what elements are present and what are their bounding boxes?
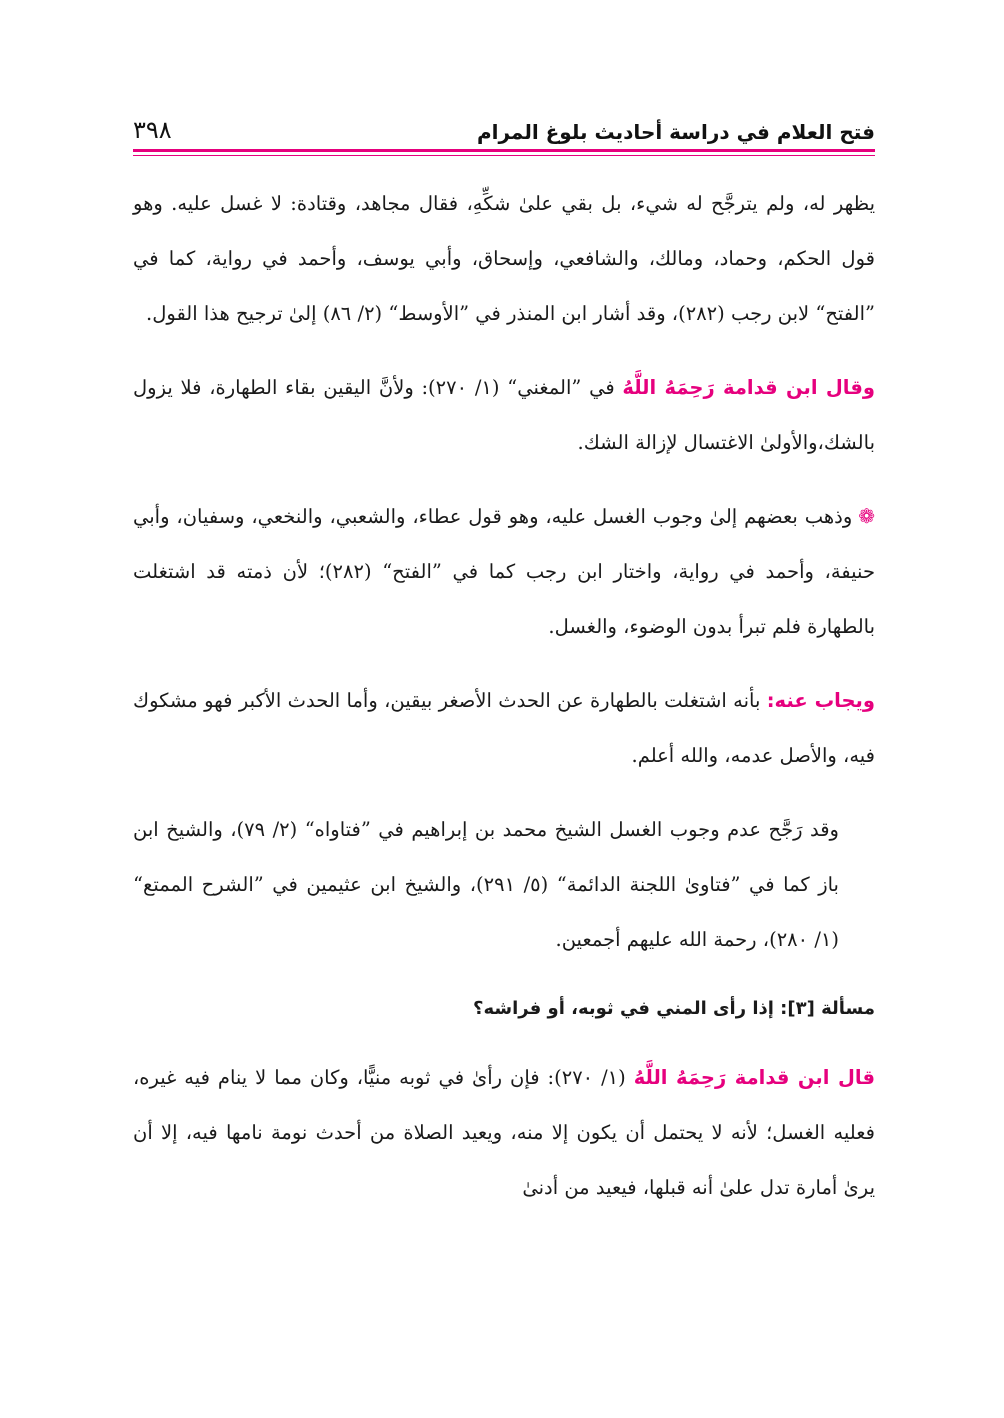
- header-rule-thick: [133, 149, 875, 152]
- paragraph-text: وذهب بعضهم إلىٰ وجوب الغسل عليه، وهو قول عطاء، والشعبي، والنخعي، وسفيان، وأبي حنيفة، وأحمد في رواية، واختار ابن رجب كما في ”الفتح“ (٢٨٢)؛ لأن ذمته قد اشتغلت بالطهارة فلم تبرأ بدون الوضوء، والغسل.: [133, 505, 875, 638]
- paragraph-text: وقد رَجَّح عدم وجوب الغسل الشيخ محمد بن إبراهيم في ”فتاواه“ (٢/ ٧٩)، والشيخ ابن باز كما في ”فتاوىٰ اللجنة الدائمة“ (٥/ ٢٩١)، والشيخ ابن عثيمين في ”الشرح الممتع“ (١/ ٢٨٠)، رحمة الله عليهم أجمعين.: [133, 818, 839, 951]
- paragraph-text: (١/ ٢٧٠): فإن رأىٰ في ثوبه منيًّا، وكان مما لا ينام فيه غيره، فعليه الغسل؛ لأنه لا يحتمل أن يكون إلا منه، ويعيد الصلاة من أحدث نومة نامها فيه، إلا أن يرىٰ أمارة تدل علىٰ أنه قبلها، فيعيد من أدنىٰ: [133, 1066, 875, 1199]
- paragraph-2: [133, 360, 875, 470]
- page-header: [133, 112, 875, 148]
- paragraph-lead: وقال ابن قدامة رَحِمَهُ اللَّهُ: [622, 376, 875, 399]
- paragraph-lead: ويجاب عنه:: [766, 689, 876, 712]
- header-rule-thin: [133, 155, 875, 156]
- page-number: ٣٩٨: [133, 116, 172, 144]
- paragraph-1: [133, 176, 875, 341]
- flower-ornament-icon: ❁: [858, 504, 875, 528]
- page-body: [133, 176, 875, 1234]
- section-heading: مسألة [٣]: إذا رأى المني في ثوبه، أو فراشه؟: [473, 998, 875, 1019]
- paragraph-text: في ”المغني“ (١/ ٢٧٠): ولأنَّ اليقين بقاء الطهارة، فلا يزول بالشك،والأولىٰ الاغتسال لإزالة الشك.: [133, 376, 875, 454]
- paragraph-6: [133, 1050, 875, 1215]
- book-title: فتح العلام في دراسة أحاديث بلوغ المرام: [476, 120, 875, 144]
- paragraph-3: [133, 489, 875, 654]
- paragraph-lead: قال ابن قدامة رَحِمَهُ اللَّهُ: [633, 1066, 875, 1089]
- paragraph-text: بأنه اشتغلت بالطهارة عن الحدث الأصغر بيقين، وأما الحدث الأكبر فهو مشكوك فيه، والأصل عدمه، والله أعلم.: [133, 689, 875, 767]
- paragraph-5: [133, 802, 875, 967]
- paragraph-4: [133, 673, 875, 783]
- paragraph-text: يظهر له، ولم يترجَّح له شيء، بل بقي علىٰ شكِّهِ، فقال مجاهد، وقتادة: لا غسل عليه. وهو قول الحكم، وحماد، ومالك، والشافعي، وإسحاق، وأبي يوسف، وأحمد في رواية، كما في ”الفتح“ لابن رجب (٢٨٢)، وقد أشار ابن المنذر في ”الأوسط“ (٢/ ٨٦) إلىٰ ترجيح هذا القول.: [133, 192, 875, 325]
